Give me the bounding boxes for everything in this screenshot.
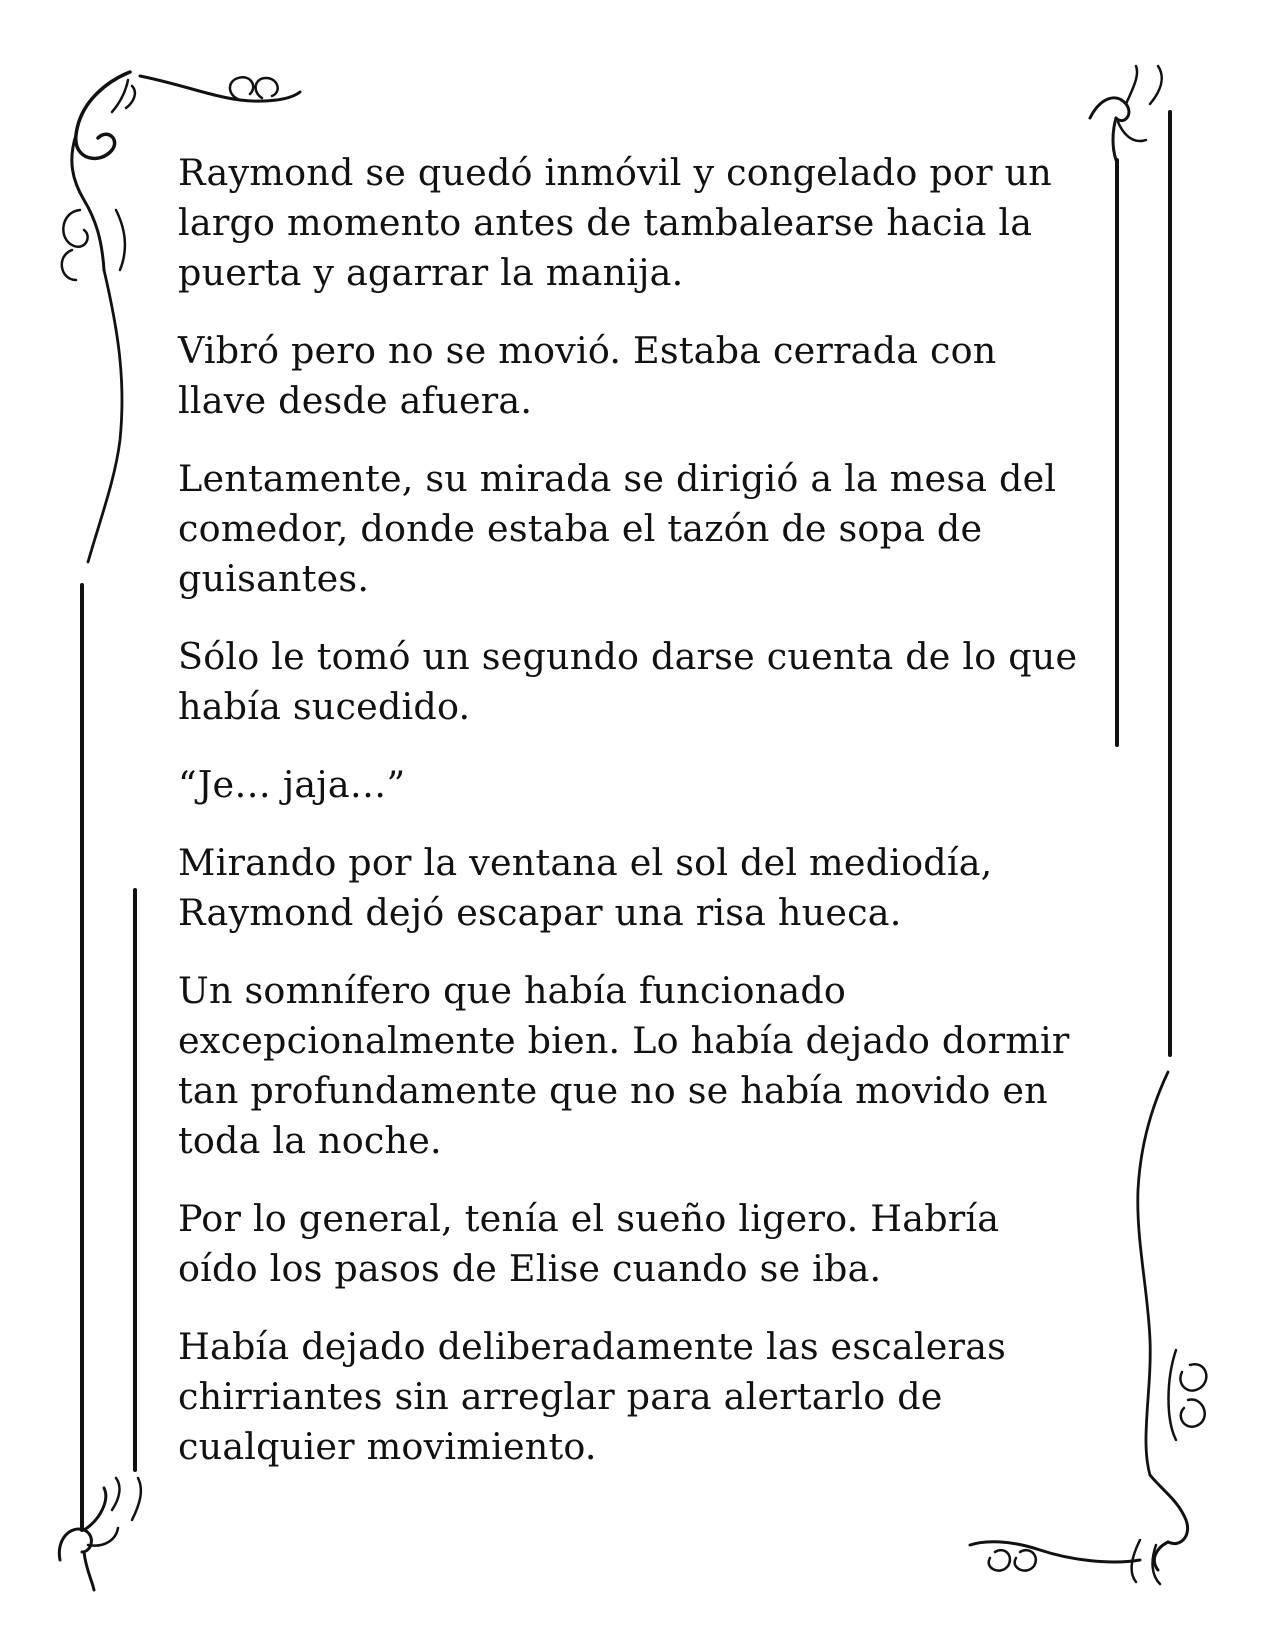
text-line: había sucedido. — [178, 685, 471, 728]
text-line: oído los pasos de Elise cuando se iba. — [178, 1247, 882, 1290]
text-line: toda la noche. — [178, 1119, 442, 1162]
text-line: largo momento antes de tambalearse hacia la — [178, 201, 1033, 244]
text-line: puerta y agarrar la manija. — [178, 251, 684, 294]
story-text — [178, 148, 1118, 1500]
text-line: llave desde afuera. — [178, 379, 533, 422]
text-line: guisantes. — [178, 557, 370, 600]
text-line: Había dejado deliberadamente las escaleras — [178, 1325, 1007, 1368]
text-line: Por lo general, tenía el sueño ligero. Habría — [178, 1197, 1000, 1240]
text-line: “Je… jaja…” — [178, 763, 406, 806]
paragraph-8 — [178, 1194, 1118, 1294]
text-line: comedor, donde estaba el tazón de sopa de — [178, 507, 983, 550]
text-line: chirriantes sin arreglar para alertarlo de — [178, 1375, 943, 1418]
text-line: tan profundamente que no se había movido en — [178, 1069, 1048, 1112]
text-line: Un somnífero que había funcionado — [178, 969, 847, 1012]
paragraph-4 — [178, 632, 1118, 732]
text-line: Lentamente, su mirada se dirigió a la mesa del — [178, 457, 1057, 500]
text-line: Raymond dejó escapar una risa hueca. — [178, 891, 902, 934]
paragraph-1 — [178, 148, 1118, 298]
paragraph-3 — [178, 454, 1118, 604]
bottom-left-flourish — [59, 1478, 141, 1590]
top-right-flourish — [1090, 66, 1162, 160]
text-line: Raymond se quedó inmóvil y congelado por un — [178, 151, 1052, 194]
paragraph-9 — [178, 1322, 1118, 1472]
paragraph-5 — [178, 760, 1118, 810]
text-line: Vibró pero no se movió. Estaba cerrada con — [178, 329, 997, 372]
text-line: cualquier movimiento. — [178, 1425, 597, 1468]
text-line: Sólo le tomó un segundo darse cuenta de lo que — [178, 635, 1078, 678]
text-line: excepcionalmente bien. Lo había dejado dormir — [178, 1019, 1070, 1062]
text-line: Mirando por la ventana el sol del mediodía, — [178, 841, 993, 884]
paragraph-2 — [178, 326, 1118, 426]
paragraph-6 — [178, 838, 1118, 938]
paragraph-7 — [178, 966, 1118, 1166]
